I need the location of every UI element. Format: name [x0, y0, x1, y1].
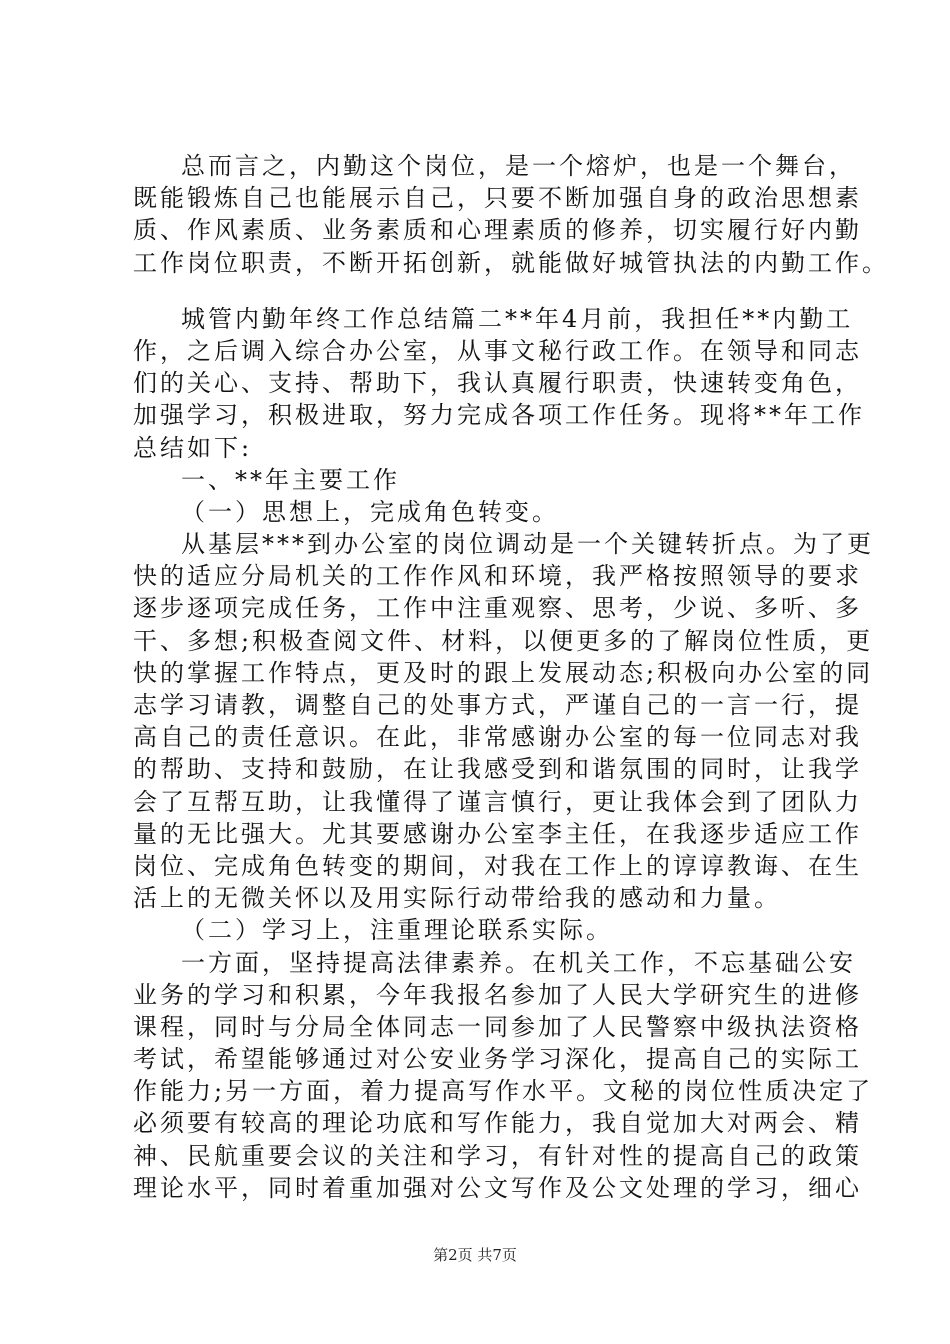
text-line: 量的无比强大。尤其要感谢办公室李主任，在我逐步适应工作 — [133, 819, 862, 848]
paragraph-spacer — [133, 279, 833, 303]
text-line: 从基层***到办公室的岗位调动是一个关键转折点。为了更 — [181, 530, 874, 559]
text-line: 必须要有较高的理论功底和写作能力，我自觉加大对两会、精 — [133, 1109, 862, 1138]
subsection-heading-thinking: （一）思想上，完成角色转变。 — [181, 497, 559, 526]
text-line: 逐步逐项完成任务，工作中注重观察、思考，少说、多听、多 — [133, 594, 862, 623]
text-line: 神、民航重要会议的关注和学习，有针对性的提高自己的政策 — [133, 1141, 862, 1170]
paragraph-role-change — [133, 528, 874, 914]
text-line: 作，之后调入综合办公室，从事文秘行政工作。在领导和同志 — [133, 336, 862, 365]
text-line: 快的掌握工作特点，更及时的跟上发展动态;积极向办公室的同 — [133, 658, 874, 687]
text-line: 城管内勤年终工作总结篇二**年4月前，我担任**内勤工 — [181, 304, 854, 333]
text-line: 作能力;另一方面，着力提高写作水平。文秘的岗位性质决定了 — [133, 1077, 874, 1106]
text-line: 活上的无微关怀以及用实际行动带给我的感动和力量。 — [133, 884, 781, 913]
text-line: 们的关心、支持、帮助下，我认真履行职责，快速转变角色， — [133, 369, 862, 398]
text-line: 快的适应分局机关的工作作风和环境，我严格按照领导的要求 — [133, 562, 862, 591]
text-line: 工作岗位职责，不断开拓创新，就能做好城管执法的内勤工作。 — [133, 248, 889, 277]
text-line: 课程，同时与分局全体同志一同参加了人民警察中级执法资格 — [133, 1012, 862, 1041]
paragraph-conclusion — [133, 150, 889, 279]
text-line: 的帮助、支持和鼓励，在让我感受到和谐氛围的同时，让我学 — [133, 755, 862, 784]
text-line: 高自己的责任意识。在此，非常感谢办公室的每一位同志对我 — [133, 723, 862, 752]
text-line: 质、作风素质、业务素质和心理素质的修养，切实履行好内勤 — [133, 216, 862, 245]
text-line: 理论水平，同时着重加强对公文写作及公文处理的学习，细心 — [133, 1173, 862, 1202]
text-line: 志学习请教，调整自己的处事方式，严谨自己的一言一行，提 — [133, 691, 862, 719]
text-line: 干、多想;积极查阅文件、材料，以便更多的了解岗位性质，更 — [133, 626, 874, 655]
text-line: 既能锻炼自己也能展示自己，只要不断加强自身的政治思想素 — [133, 184, 862, 213]
text-line: 岗位、完成角色转变的期间，对我在工作上的谆谆教诲、在生 — [133, 851, 862, 880]
paragraph-intro-part-two — [133, 303, 865, 464]
text-line: 加强学习，积极进取，努力完成各项工作任务。现将**年工作 — [133, 401, 865, 430]
text-line: 会了互帮互助，让我懂得了谨言慎行，更让我体会到了团队力 — [133, 787, 862, 816]
subsection-heading-learning: （二）学习上，注重理论联系实际。 — [181, 916, 613, 945]
document-body — [133, 150, 889, 1204]
text-line: 考试，希望能够通过对公安业务学习深化，提高自己的实际工 — [133, 1045, 862, 1074]
section-heading: 一、**年主要工作 — [181, 465, 400, 494]
text-line: 总而言之，内勤这个岗位，是一个熔炉，也是一个舞台， — [181, 152, 856, 180]
page-footer: 第2页 共7页 — [433, 1246, 517, 1264]
paragraph-learning — [133, 947, 874, 1205]
text-line: 一方面，坚持提高法律素养。在机关工作，不忘基础公安 — [181, 948, 856, 977]
text-line: 业务的学习和积累，今年我报名参加了人民大学研究生的进修 — [133, 980, 862, 1009]
text-line: 总结如下: — [133, 433, 253, 462]
